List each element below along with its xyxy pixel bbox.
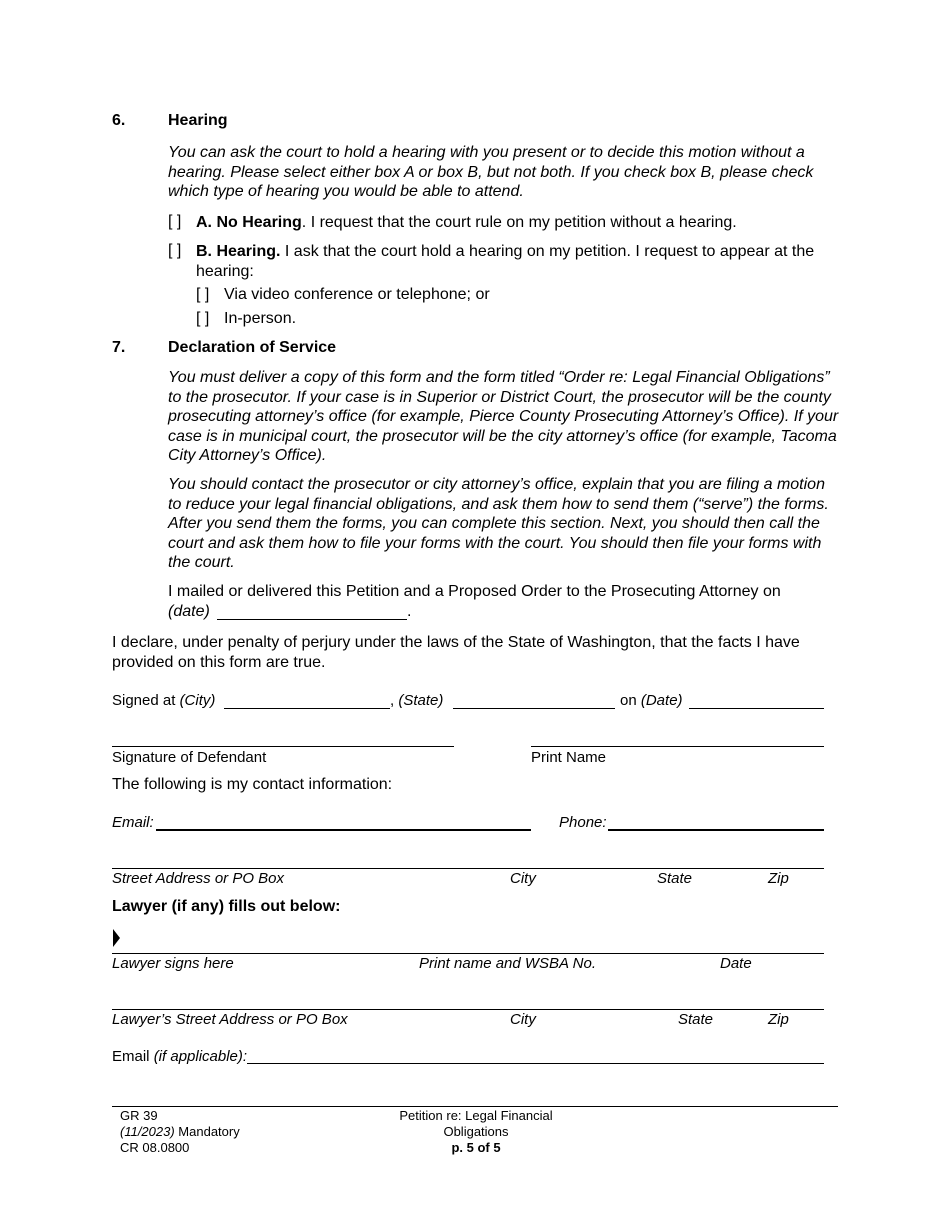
street-address-label: Street Address or PO Box [112, 870, 285, 887]
address-field[interactable] [112, 868, 824, 869]
checkbox-no-hearing[interactable]: [ ] [168, 213, 182, 230]
lawyer-date-label: Date [720, 955, 752, 972]
section-7-instructions-1: You must deliver a copy of this form and the form titled “Order re: Legal Financial Obligations” to the prosecutor. If your case is in Superior or District Court, the prosecutor will be the county prosecuting attorney’s office (for example, Pierce County Prosecuting Attorney’s Office). If your case is in municipal court, the prosecutor will be the city attorney’s office (for example, Tacoma City Attorney’s Office). [168, 369, 839, 464]
footer-title-line2: Obligations [443, 1124, 509, 1139]
signed-state-field[interactable] [453, 708, 615, 709]
section-7-number: 7. [112, 339, 126, 356]
option-b-label: B. Hearing. [196, 243, 281, 260]
lawyer-email-note: (if applicable): [153, 1048, 248, 1065]
footer-page-number: p. 5 of 5 [451, 1140, 501, 1155]
footer-title-line1: Petition re: Legal Financial [399, 1108, 553, 1123]
signed-date-text: (Date) [640, 692, 683, 709]
checkbox-hearing[interactable]: [ ] [168, 242, 182, 259]
phone-label: Phone: [559, 814, 607, 831]
lawyer-zip-label: Zip [768, 1011, 789, 1028]
signed-city-label: (City) [179, 692, 216, 709]
defendant-signature-label: Signature of Defendant [112, 749, 267, 766]
option-a-text: . I request that the court rule on my petition without a hearing. [301, 214, 737, 231]
lawyer-signature-field[interactable] [112, 953, 824, 954]
option-b-text: I ask that the court hold a hearing on my petition. I request to appear at the hearing: [196, 243, 815, 280]
email-label: Email: [112, 814, 154, 831]
option-hearing [196, 242, 846, 281]
lawyer-street-label: Lawyer’s Street Address or PO Box [112, 1011, 348, 1028]
mailed-date-period: . [407, 603, 412, 620]
city-label: City [510, 870, 536, 887]
phone-field[interactable] [608, 829, 824, 831]
lawyer-address-field[interactable] [112, 1009, 824, 1010]
signed-comma: , [390, 692, 395, 709]
zip-label: Zip [768, 870, 789, 887]
checkbox-in-person[interactable]: [ ] [196, 310, 210, 327]
lawyer-signs-label: Lawyer signs here [112, 955, 234, 972]
footer-form-code: GR 39 [120, 1108, 158, 1123]
footer-center [376, 1108, 576, 1156]
signed-date-label [620, 692, 683, 709]
defendant-signature-field[interactable] [112, 746, 454, 747]
footer-left [120, 1108, 240, 1156]
lawyer-email-text: Email [112, 1048, 150, 1065]
signed-on-text: on [620, 692, 637, 709]
option-a-label: A. No Hearing [196, 214, 302, 231]
signed-city-field[interactable] [224, 708, 390, 709]
checkbox-video[interactable]: [ ] [196, 286, 210, 303]
footer-revision: (11/2023) [120, 1124, 175, 1139]
lawyer-city-label: City [510, 1011, 536, 1028]
print-name-field[interactable] [531, 746, 824, 747]
footer-divider [112, 1106, 838, 1107]
lawyer-state-label: State [678, 1011, 714, 1028]
footer-mandatory: Mandatory [174, 1124, 240, 1139]
option-no-hearing [196, 213, 846, 233]
state-label: State [657, 870, 693, 887]
section-6-instructions: You can ask the court to hold a hearing with you present or to decide this motion without a hearing. Please select either box A or box B, but not both. If you check box B, please check which type of hearing you would be able to attend. [168, 144, 814, 200]
sub-option-in-person: In-person. [224, 310, 297, 327]
signed-state-text: (State) [398, 692, 444, 709]
footer-revision-line [120, 1124, 240, 1140]
mailed-statement: I mailed or delivered this Petition and a Proposed Order to the Prosecuting Attorney on [168, 583, 781, 600]
lawyer-email-field[interactable] [247, 1063, 824, 1064]
print-name-label: Print Name [531, 749, 607, 766]
mailed-date-label: (date) [168, 603, 210, 620]
signed-date-field[interactable] [689, 708, 824, 709]
signed-at-label [112, 692, 215, 709]
section-6-number: 6. [112, 112, 126, 129]
declaration-text: I declare, under penalty of perjury under the laws of the State of Washington, that the facts I have provided on this form are true. [112, 634, 800, 671]
signed-at-text: Signed at [112, 692, 176, 709]
mailed-date-field[interactable] [217, 619, 407, 620]
contact-intro: The following is my contact information: [112, 776, 393, 793]
section-7-title: Declaration of Service [168, 339, 337, 356]
sub-option-video: Via video conference or telephone; or [224, 286, 490, 303]
signed-state-label [390, 692, 443, 709]
lawyer-heading: Lawyer (if any) fills out below: [112, 898, 341, 915]
section-7-instructions-2: You should contact the prosecutor or city attorney’s office, explain that you are filing a motion to reduce your legal financial obligations, and ask them how to send them (“serve”) the forms. After you send them the forms, you can complete this section. Next, you should then call the court and ask them how to file your forms with the court. You should then file your forms with the court. [168, 476, 829, 571]
footer-cr-code: CR 08.0800 [120, 1140, 190, 1155]
arrow-marker-icon [113, 929, 120, 947]
email-field[interactable] [156, 829, 531, 831]
section-6-title: Hearing [168, 112, 228, 129]
lawyer-print-label: Print name and WSBA No. [419, 955, 597, 972]
lawyer-email-label [112, 1048, 247, 1065]
